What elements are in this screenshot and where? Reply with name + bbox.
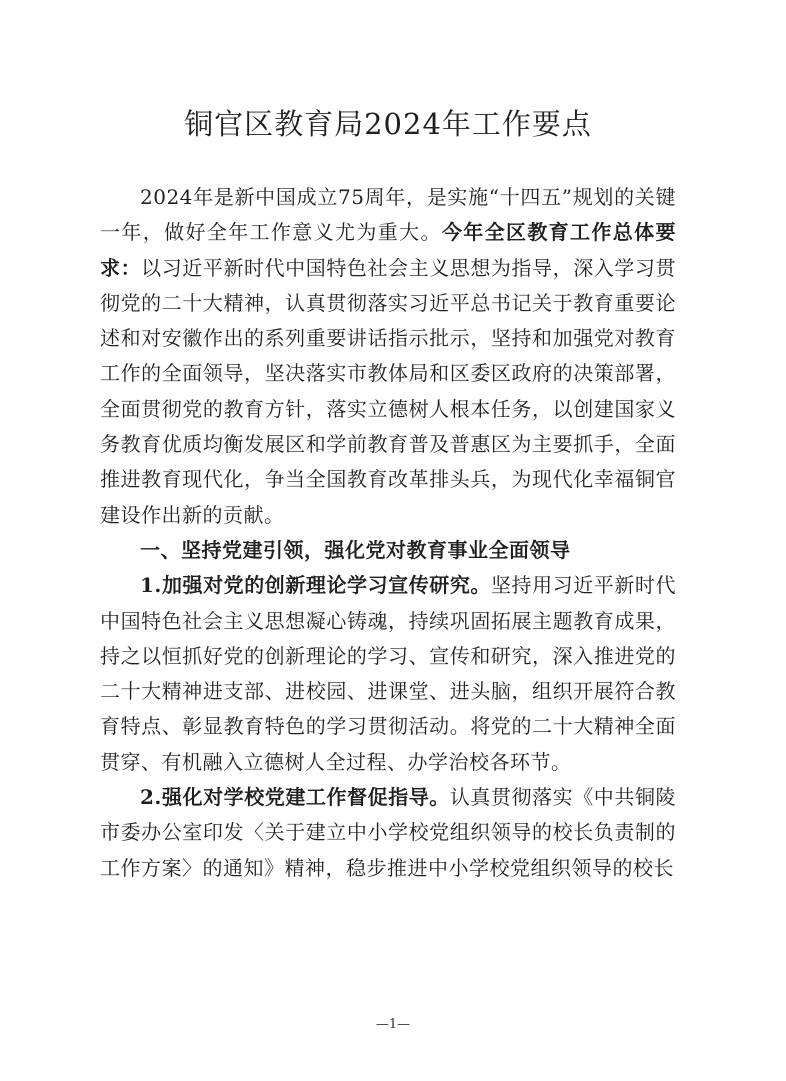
item-2-text: 认真贯彻落实《中共铜陵市委办公室印发〈关于建立中小学校党组织领导的校长负责制的工作方案〉的通知》精神，稳步推进中小学校党组织领导的校长 <box>100 785 677 880</box>
item-1-paragraph <box>100 568 676 780</box>
intro-paragraph <box>100 180 676 533</box>
item-1-text: 坚持用习近平新时代中国特色社会主义思想凝心铸魂，持续巩固拓展主题教育成果，持之以恒抓好党的创新理论的学习、宣传和研究，深入推进党的二十大精神进支部、进校园、进课堂、进头脑，组织开展符合教育特点、彰显教育特色的学习贯彻活动。将党的二十大精神全面贯穿、有机融入立德树人全过程、办学治校各环节。 <box>100 573 676 774</box>
intro-text-end: 以习近平新时代中国特色社会主义思想为指导，深入学习贯彻党的二十大精神，认真贯彻落实习近平总书记关于教育重要论述和对安徽作出的系列重要讲话指示批示，坚持和加强党对教育工作的全面领导，坚决落实市教体局和区委区政府的决策部署，全面贯彻党的教育方针，落实立德树人根本任务，以创建国家义务教育优质均衡发展区和学前教育普及普惠区为主要抓手，全面推进教育现代化，争当全国教育改革排头兵，为现代化幸福铜官建设作出新的贡献。 <box>100 255 677 527</box>
item-2-paragraph <box>100 780 676 886</box>
document-body <box>100 180 676 886</box>
document-title: 铜官区教育局2024年工作要点 <box>184 107 592 141</box>
section-1-heading: 一、坚持党建引领，强化党对教育事业全面领导 <box>140 537 571 562</box>
page-number: —1— <box>375 1017 411 1032</box>
item-1-lead: 1.加强对党的创新理论学习宣传研究。 <box>140 573 491 598</box>
item-2-lead: 2.强化对学校党建工作督促指导。 <box>140 785 450 810</box>
intro-bold-requirement: 今年全区教育工作总体要求： <box>100 220 677 280</box>
intro-text-start: 2024年是新中国成立75周年，是实施“十四五”规划的关键一年，做好全年工作意义尤为重大。 <box>100 185 676 245</box>
